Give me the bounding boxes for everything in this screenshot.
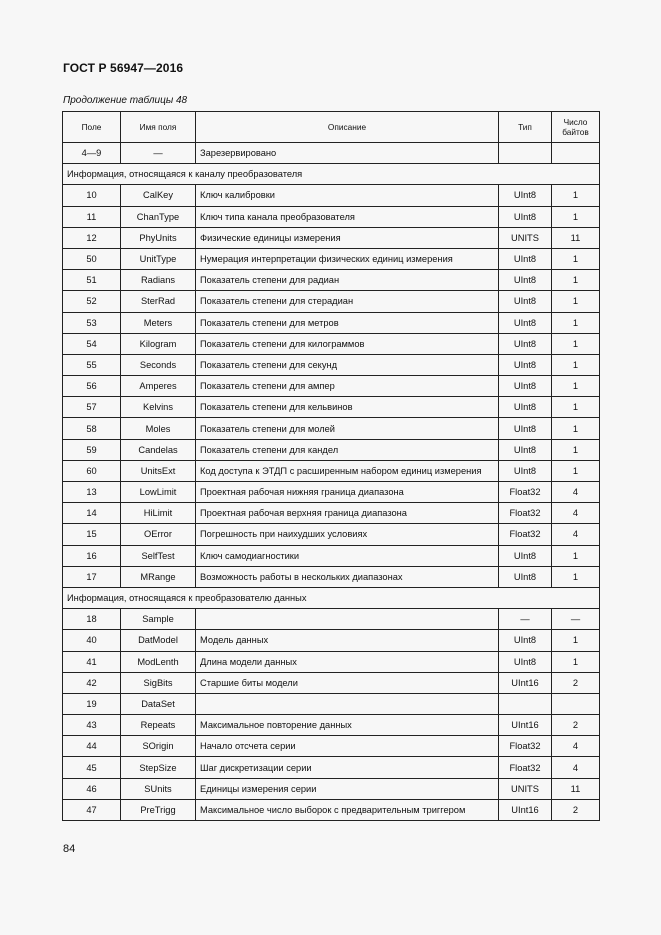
cell-field: 60 <box>63 460 121 481</box>
table-row <box>63 227 600 248</box>
col-header-type: Тип <box>499 112 552 143</box>
cell-name: Radians <box>121 270 196 291</box>
cell-type: Float32 <box>499 736 552 757</box>
cell-name: Meters <box>121 312 196 333</box>
cell-field: 40 <box>63 630 121 651</box>
cell-bytes: 4 <box>552 524 600 545</box>
cell-type: UInt8 <box>499 418 552 439</box>
cell-description: Погрешность при наихудших условиях <box>196 524 499 545</box>
cell-bytes: 1 <box>552 354 600 375</box>
cell-type: UInt8 <box>499 439 552 460</box>
cell-name: DataSet <box>121 693 196 714</box>
cell-field: 10 <box>63 185 121 206</box>
cell-type: Float32 <box>499 757 552 778</box>
col-header-description: Описание <box>196 112 499 143</box>
cell-bytes: 1 <box>552 312 600 333</box>
col-header-name: Имя поля <box>121 112 196 143</box>
table-row <box>63 206 600 227</box>
document-header: ГОСТ Р 56947—2016 <box>63 61 184 75</box>
cell-field: 54 <box>63 333 121 354</box>
cell-description: Зарезервировано <box>196 143 499 164</box>
cell-description: Показатель степени для ампер <box>196 376 499 397</box>
table-row <box>63 736 600 757</box>
cell-bytes: 2 <box>552 799 600 820</box>
cell-description: Шаг дискретизации серии <box>196 757 499 778</box>
cell-description: Единицы измерения серии <box>196 778 499 799</box>
section-title: Информация, относящаяся к каналу преобразователя <box>63 164 600 185</box>
cell-name: OError <box>121 524 196 545</box>
cell-field: 12 <box>63 227 121 248</box>
cell-field: 43 <box>63 715 121 736</box>
cell-bytes: 4 <box>552 757 600 778</box>
cell-name: Sample <box>121 609 196 630</box>
cell-bytes: 1 <box>552 439 600 460</box>
cell-type: UInt8 <box>499 630 552 651</box>
cell-type: UInt16 <box>499 715 552 736</box>
cell-description: Показатель степени для стерадиан <box>196 291 499 312</box>
cell-description: Показатель степени для секунд <box>196 354 499 375</box>
cell-type: UInt8 <box>499 248 552 269</box>
cell-description: Возможность работы в нескольких диапазонах <box>196 566 499 587</box>
cell-type: UInt8 <box>499 333 552 354</box>
cell-type: Float32 <box>499 524 552 545</box>
cell-name: SigBits <box>121 672 196 693</box>
cell-bytes <box>552 143 600 164</box>
page-number: 84 <box>63 843 76 855</box>
cell-bytes: 2 <box>552 715 600 736</box>
cell-name: Moles <box>121 418 196 439</box>
section-row <box>63 164 600 185</box>
cell-field: 4—9 <box>63 143 121 164</box>
cell-name: Kilogram <box>121 333 196 354</box>
cell-bytes: 1 <box>552 333 600 354</box>
cell-bytes: 1 <box>552 376 600 397</box>
cell-description: Код доступа к ЭТДП с расширенным набором единиц измерения <box>196 460 499 481</box>
cell-name: ChanType <box>121 206 196 227</box>
cell-field: 44 <box>63 736 121 757</box>
table-body <box>63 143 600 821</box>
cell-type: UInt8 <box>499 397 552 418</box>
cell-description: Ключ самодиагностики <box>196 545 499 566</box>
cell-field: 53 <box>63 312 121 333</box>
cell-type: UInt8 <box>499 312 552 333</box>
table-row <box>63 503 600 524</box>
cell-bytes: 4 <box>552 736 600 757</box>
cell-field: 13 <box>63 482 121 503</box>
cell-bytes: 1 <box>552 270 600 291</box>
table-row <box>63 418 600 439</box>
table-header-row <box>63 112 600 143</box>
cell-description: Длина модели данных <box>196 651 499 672</box>
cell-name: Kelvins <box>121 397 196 418</box>
cell-type: UInt8 <box>499 460 552 481</box>
cell-field: 14 <box>63 503 121 524</box>
cell-name: Seconds <box>121 354 196 375</box>
cell-description: Ключ калибровки <box>196 185 499 206</box>
cell-name: PreTrigg <box>121 799 196 820</box>
cell-field: 52 <box>63 291 121 312</box>
cell-bytes: 1 <box>552 418 600 439</box>
section-row <box>63 587 600 608</box>
cell-description <box>196 609 499 630</box>
table-row <box>63 672 600 693</box>
cell-bytes: 1 <box>552 651 600 672</box>
cell-name: SterRad <box>121 291 196 312</box>
cell-field: 16 <box>63 545 121 566</box>
cell-bytes <box>552 693 600 714</box>
table-row <box>63 757 600 778</box>
cell-type: UInt8 <box>499 376 552 397</box>
cell-description: Показатель степени для кельвинов <box>196 397 499 418</box>
cell-field: 59 <box>63 439 121 460</box>
table-row <box>63 291 600 312</box>
table-row <box>63 566 600 587</box>
cell-type: UInt8 <box>499 545 552 566</box>
cell-description: Проектная рабочая нижняя граница диапазона <box>196 482 499 503</box>
cell-name: PhyUnits <box>121 227 196 248</box>
cell-name: SUnits <box>121 778 196 799</box>
table-row <box>63 482 600 503</box>
cell-field: 18 <box>63 609 121 630</box>
cell-name: ModLenth <box>121 651 196 672</box>
table-row <box>63 609 600 630</box>
cell-description: Максимальное число выборок с предварительным триггером <box>196 799 499 820</box>
cell-bytes: 1 <box>552 545 600 566</box>
cell-bytes: 4 <box>552 503 600 524</box>
cell-bytes: 1 <box>552 185 600 206</box>
cell-description <box>196 693 499 714</box>
cell-name: Repeats <box>121 715 196 736</box>
cell-description: Показатель степени для килограммов <box>196 333 499 354</box>
cell-name: CalKey <box>121 185 196 206</box>
cell-type <box>499 143 552 164</box>
cell-description: Начало отсчета серии <box>196 736 499 757</box>
cell-description: Физические единицы измерения <box>196 227 499 248</box>
cell-type: Float32 <box>499 503 552 524</box>
table-row <box>63 376 600 397</box>
cell-description: Нумерация интерпретации физических единиц измерения <box>196 248 499 269</box>
cell-field: 58 <box>63 418 121 439</box>
cell-type: UInt8 <box>499 651 552 672</box>
table-row <box>63 460 600 481</box>
table-row <box>63 693 600 714</box>
cell-type: UNITS <box>499 227 552 248</box>
fields-table <box>62 111 600 821</box>
cell-bytes: 1 <box>552 630 600 651</box>
table-row <box>63 397 600 418</box>
cell-bytes: 11 <box>552 778 600 799</box>
cell-field: 51 <box>63 270 121 291</box>
table-row <box>63 715 600 736</box>
cell-type: UInt8 <box>499 291 552 312</box>
cell-field: 50 <box>63 248 121 269</box>
cell-description: Показатель степени для молей <box>196 418 499 439</box>
cell-field: 56 <box>63 376 121 397</box>
table-row <box>63 651 600 672</box>
cell-name: DatModel <box>121 630 196 651</box>
cell-name: — <box>121 143 196 164</box>
cell-bytes: 1 <box>552 291 600 312</box>
cell-bytes: 1 <box>552 460 600 481</box>
cell-bytes: 1 <box>552 566 600 587</box>
cell-type: Float32 <box>499 482 552 503</box>
col-header-field: Поле <box>63 112 121 143</box>
cell-name: LowLimit <box>121 482 196 503</box>
table-row <box>63 545 600 566</box>
cell-name: SelfTest <box>121 545 196 566</box>
cell-description: Старшие биты модели <box>196 672 499 693</box>
table-row <box>63 439 600 460</box>
cell-field: 45 <box>63 757 121 778</box>
cell-bytes: 1 <box>552 206 600 227</box>
table-row <box>63 248 600 269</box>
table-row <box>63 630 600 651</box>
cell-description: Максимальное повторение данных <box>196 715 499 736</box>
table-row <box>63 270 600 291</box>
cell-name: Candelas <box>121 439 196 460</box>
cell-bytes: 11 <box>552 227 600 248</box>
cell-field: 42 <box>63 672 121 693</box>
cell-description: Ключ типа канала преобразователя <box>196 206 499 227</box>
cell-description: Показатель степени для радиан <box>196 270 499 291</box>
cell-name: UnitType <box>121 248 196 269</box>
cell-name: MRange <box>121 566 196 587</box>
cell-description: Показатель степени для кандел <box>196 439 499 460</box>
table-row <box>63 143 600 164</box>
cell-field: 41 <box>63 651 121 672</box>
cell-type: UInt8 <box>499 354 552 375</box>
cell-name: Amperes <box>121 376 196 397</box>
cell-field: 11 <box>63 206 121 227</box>
cell-name: HiLimit <box>121 503 196 524</box>
table-row <box>63 524 600 545</box>
cell-field: 55 <box>63 354 121 375</box>
col-header-bytes: Число байтов <box>552 112 600 143</box>
cell-description: Модель данных <box>196 630 499 651</box>
cell-field: 15 <box>63 524 121 545</box>
cell-type: UInt16 <box>499 799 552 820</box>
section-title: Информация, относящаяся к преобразователю данных <box>63 587 600 608</box>
cell-bytes: — <box>552 609 600 630</box>
cell-field: 47 <box>63 799 121 820</box>
cell-field: 19 <box>63 693 121 714</box>
cell-field: 57 <box>63 397 121 418</box>
cell-type: UInt8 <box>499 206 552 227</box>
cell-description: Проектная рабочая верхняя граница диапазона <box>196 503 499 524</box>
table-caption: Продолжение таблицы 48 <box>63 95 188 106</box>
table-row <box>63 354 600 375</box>
cell-type: — <box>499 609 552 630</box>
cell-description: Показатель степени для метров <box>196 312 499 333</box>
cell-name: UnitsExt <box>121 460 196 481</box>
cell-name: SOrigin <box>121 736 196 757</box>
cell-type: UNITS <box>499 778 552 799</box>
cell-type <box>499 693 552 714</box>
table-row <box>63 185 600 206</box>
cell-bytes: 4 <box>552 482 600 503</box>
table-row <box>63 799 600 820</box>
cell-bytes: 1 <box>552 397 600 418</box>
cell-field: 46 <box>63 778 121 799</box>
table-row <box>63 778 600 799</box>
table-row <box>63 312 600 333</box>
cell-type: UInt8 <box>499 566 552 587</box>
cell-type: UInt16 <box>499 672 552 693</box>
table-row <box>63 333 600 354</box>
cell-type: UInt8 <box>499 270 552 291</box>
cell-type: UInt8 <box>499 185 552 206</box>
cell-bytes: 2 <box>552 672 600 693</box>
cell-bytes: 1 <box>552 248 600 269</box>
cell-name: StepSize <box>121 757 196 778</box>
cell-field: 17 <box>63 566 121 587</box>
